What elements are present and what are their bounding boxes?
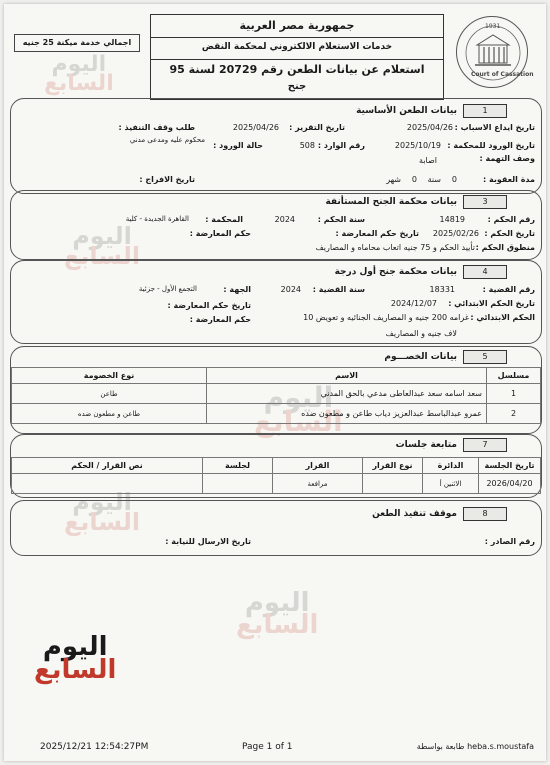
section-appeal-court [10,190,542,260]
watermark-line2: السابع [64,508,141,537]
column-header: نوع الخصومة [12,368,207,384]
logo-line1: اليوم [42,632,108,662]
watermark-line1: اليوم [72,488,132,516]
penalty-years-value: 0 [451,175,457,184]
entity-label: الجهة : [223,285,251,294]
table-cell [363,474,423,494]
watermark-line1: اليوم [263,381,334,414]
table-cell: 2 [487,404,541,424]
table-cell [203,474,273,494]
table-cell: مرافعة [273,474,363,494]
table-cell [12,474,203,494]
section-title: بيانات محكمة الجنح المستأنفة [325,197,457,207]
opposition-ruling-label: حكم المعارضة : [189,315,251,324]
opposition-ruling-label: حكم المعارضة : [189,229,251,238]
section-number: 3 [463,195,507,209]
sessions-table [11,457,541,494]
arrival-date-label: تاريخ الورود للمحكمة : [447,141,535,150]
table-cell: 1 [487,384,541,404]
release-date-label: تاريخ الافراج : [139,175,195,184]
column-header: لجلسة [203,458,273,474]
entity-value: التجمع الأول - جزئية [138,285,197,293]
penalty-months-value: 0 [411,175,417,184]
penalty-label: مدة العقوبة : [483,175,535,184]
section-number: 1 [463,104,507,118]
incoming-number-label: رقم الوارد : [317,141,365,150]
section-number: 5 [463,350,507,364]
verdict-label: منطوق الحكم : [475,243,535,252]
table-row [12,384,541,404]
logo-line2: السابع [34,655,117,686]
page-number: Page 1 of 1 [242,742,293,752]
penalty-months-word: شهر [386,175,401,184]
section-first-instance-court [10,260,542,344]
sent-date-label: تاريخ الارسال للنيابة : [165,537,251,546]
section-title: متابعة جلسات [395,440,457,450]
country-title: جمهورية مصر العربية [239,19,355,32]
filing-date-label: تاريخ ايداع الاسباب : [454,123,535,132]
arrival-status-value: محكوم عليه ومدعى مدني [129,136,205,144]
table-header-row [12,368,541,384]
incoming-number-value: 508 [299,141,315,150]
column-header: الدائرة [423,458,479,474]
issued-number-label: رقم الصادر : [484,537,535,546]
verdict-value: تأييد الحكم و 75 جنيه اتعاب محاماه و المصاريف [315,243,475,252]
section-title: بيانات محكمة جنح أول درجة [334,267,457,277]
print-timestamp: 2025/12/21 12:54:27PM [40,742,149,752]
penalty-years-word: سنة [427,175,441,184]
section-title: بيانات الطعن الأساسية [356,106,457,116]
arrival-status-label: حالة الورود : [213,141,263,150]
case-number-label: رقم القضية : [482,285,535,294]
report-date-value: 2025/04/26 [232,123,279,132]
section-number: 7 [463,438,507,452]
opposition-date-label: تاريخ حكم المعارضة : [167,301,251,310]
page-subtitle: جنح [287,81,307,92]
ruling-year-label: سنة الحكم : [317,215,365,224]
ruling-date-value: 2025/02/26 [432,229,479,238]
table-cell: الاثنين أ [423,474,479,494]
parties-table [11,367,541,424]
report-date-label: تاريخ التقرير : [289,123,345,132]
primary-ruling-label: الحكم الابتدائي : [470,313,535,322]
section-parties [10,346,542,438]
case-number-value: 18331 [429,285,455,294]
column-header: نص القرار / الحكم [12,458,203,474]
primary-date-label: تاريخ الحكم الابتدائي : [448,299,535,308]
table-row [12,404,541,424]
watermark-line2: السابع [64,242,141,271]
primary-ruling-value: غرامه 200 جنيه و المصاريف الجنائيه و تعويض 10 [303,313,469,322]
header-box [150,14,444,100]
service-title: خدمات الاستعلام الالكتروني لمحكمة النقض [201,42,393,52]
seal-text: Court of Cassation [471,71,534,78]
section-basic-data [10,98,542,194]
table-cell: طاعن و مطعون ضده [12,404,207,424]
table-cell: عمرو عبدالباسط عبدالعزيز دياب طاعن و مطعون ضده [207,404,487,424]
section-sessions [10,434,542,498]
section-title: موقف تنفيذ الطعن [372,509,457,519]
primary-ruling-value-cont: لاف جنيه و المصاريف [385,329,457,338]
court-seal-icon [456,16,534,88]
court-value: القاهرة الجديدة - كلية [125,215,189,223]
column-header: مسلسل [487,368,541,384]
primary-date-value: 2024/12/07 [390,299,437,308]
watermark-line1: اليوم [51,52,107,77]
case-year-label: سنة القضية : [312,285,365,294]
column-header: الاسم [207,368,487,384]
column-header: نوع القرار [363,458,423,474]
table-header-row [12,458,541,474]
stay-execution-label: طلب وقف التنفيذ : [118,123,195,132]
fee-box: اجمالي خدمة ميكنة 25 جنيه [14,34,140,52]
watermark-line2: السابع [254,404,343,438]
table-row [12,474,541,494]
table-cell: 2026/04/20 [479,474,541,494]
document-page [4,4,546,761]
table-cell: سعد اسامه سعد عبدالعاطى مدعي بالحق المدني [207,384,487,404]
printed-by: طابعة بواسطة heba.s.moustafa [416,742,534,751]
ruling-year-value: 2024 [274,215,295,224]
seal-year: 1931 [485,23,501,30]
section-execution-status [10,500,542,556]
watermark [44,52,114,96]
charge-value: اصابة [419,156,437,165]
watermark-line1: اليوم [244,588,310,618]
court-label: المحكمة : [205,215,243,224]
page-title: استعلام عن بيانات الطعن رقم 20729 لسنة 95 [169,63,425,76]
watermark-line1: اليوم [72,222,132,250]
opposition-date-label: تاريخ حكم المعارضة : [335,229,419,238]
charge-label: وصف التهمة : [479,154,535,163]
table-cell: طاعن [12,384,207,404]
ruling-date-label: تاريخ الحكم : [484,229,535,238]
watermark [236,588,319,641]
arrival-date-value: 2025/10/19 [394,141,441,150]
ruling-number-value: 14819 [439,215,465,224]
section-number: 8 [463,507,507,521]
watermark-line2: السابع [236,610,319,641]
case-year-value: 2024 [280,285,301,294]
section-number: 4 [463,265,507,279]
watermark-line2: السابع [44,70,114,96]
ruling-number-label: رقم الحكم : [487,215,535,224]
filing-date-value: 2025/04/26 [406,123,453,132]
newspaper-logo [34,632,117,686]
column-header: تاريخ الجلسة [479,458,541,474]
section-title: بيانات الخصـــوم [384,352,457,362]
column-header: القرار [273,458,363,474]
